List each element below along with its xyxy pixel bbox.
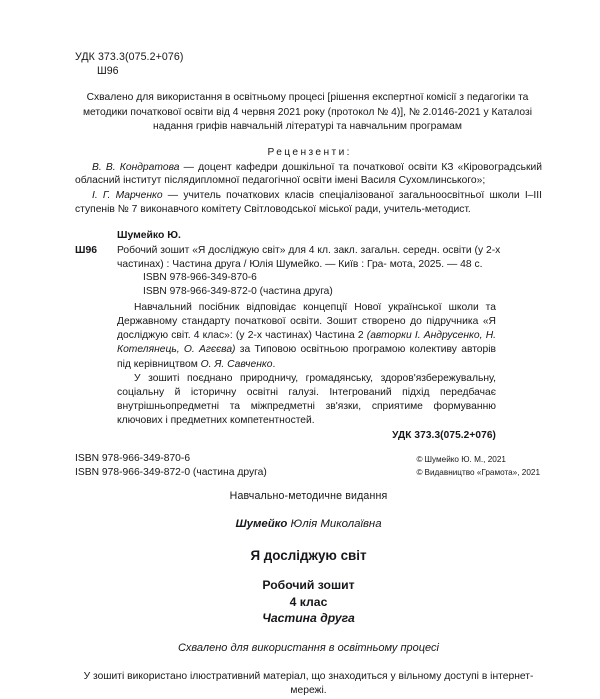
annotation-textbook-authors: (авторки І. Андрусенко, Н. Котелянець, О. Агєєва)	[117, 330, 496, 356]
udc-code: УДК 373.3(075.2+076)	[75, 51, 184, 63]
bibliographic-line-1: Робочий зошит «Я досліджую світ» для 4 кл. закл. загальн. середн.	[117, 245, 440, 257]
reviewer-dash: —	[162, 189, 184, 201]
book-grade: 4 клас	[289, 594, 328, 609]
bibliographic-line-2: освіти (у 2-х частинах) : Частина друга / Юлія Шумейко. — Київ : Гра-	[117, 245, 501, 270]
reviewer-dash: —	[179, 161, 199, 173]
imprint-isbn-1: ISBN 978-966-349-870-6	[75, 453, 191, 464]
reviewer-name: І. Г. Марченко	[92, 189, 163, 201]
edition-type: Навчально-методичне видання	[229, 490, 388, 503]
udc-footer: УДК 373.3(075.2+076)	[392, 430, 496, 441]
bibliographic-record	[75, 229, 542, 298]
annotation-text-b: за Типовою освітньою програмою колективу авторів під керівництвом	[117, 344, 497, 370]
bibliographic-line-3: мота, 2025. — 48 с.	[389, 258, 483, 270]
book-subtitle: Робочий зошит	[262, 578, 355, 593]
annotation-paragraph-1	[75, 301, 542, 371]
colophon-author-given-name: Юлія Миколаївна	[287, 518, 382, 531]
footnote-line-1: У зошиті використано ілюстративний матеріал, що знаходиться у вільному доступі	[83, 670, 479, 682]
approval-line-3: № 2.0146-2021 у Каталозі надання грифів навчальній літературі та навчальним	[153, 106, 533, 133]
copyright-line-2	[416, 466, 540, 479]
reviewer-description: учитель початкових класів спеціалізованої загальноосвітньої школи I–III ступенів № 7 виконавчого комітету Світловодської міської ради, учитель-методист.	[75, 189, 542, 215]
copyright-icon: ©	[416, 455, 423, 464]
illustration-footnote	[75, 670, 542, 699]
book-part: Частина друга	[262, 611, 355, 626]
reviewer-name: В. В. Кондратова	[92, 161, 180, 173]
imprint-isbn-2: ISBN 978-966-349-872-0 (частина друга)	[75, 466, 267, 478]
copyright-line-1	[416, 453, 540, 466]
bibliographic-isbn-1: ISBN 978-966-349-870-6	[143, 272, 257, 284]
approval-line-4: програмам	[409, 121, 462, 133]
bibliographic-description	[75, 244, 542, 271]
annotation-text-a: Навчальний посібник відповідає концепції Нової української школи та Державному стандарту початкової освіти. Зошит створено до підручника «Я досліджую світ. 4 клас»: (у 2-х частинах) Частина 2	[117, 302, 496, 342]
book-title: Я досліджую світ	[250, 548, 367, 564]
footnote-line-2: в інтернет-мережі.	[290, 670, 534, 697]
reviewer-description: доцент кафедри дошкільної та початкової освіти КЗ «Кіровоградський обласний інститут післядипломної педагогічної освіти імені Василя Сухомлинського»;	[75, 161, 542, 187]
reviewers-heading: Рецензенти:	[267, 146, 352, 158]
copyright-icon: ©	[416, 468, 423, 478]
bibliographic-author-heading: Шумейко Ю.	[117, 230, 181, 242]
reviewer-entry	[75, 189, 542, 216]
reviewer-entry	[75, 161, 542, 188]
annotation-text-c: .	[272, 358, 276, 370]
approval-line-1: Схвалено для використання в освітньому процесі [рішення експертної комісії	[86, 92, 457, 103]
udc-header-block	[75, 50, 542, 78]
imprint-row	[75, 452, 542, 479]
colophon-author-surname: Шумейко	[235, 518, 288, 531]
imprint-isbn-block	[75, 452, 267, 479]
copyright-holder-publisher: Видавництво «Грамота», 2021	[424, 468, 540, 478]
bibliographic-isbn-2: ISBN 978-966-349-872-0 (частина друга)	[143, 285, 333, 297]
bibliographic-author-mark: Ш96	[75, 245, 97, 257]
copyright-block	[416, 452, 540, 479]
author-mark: Ш96	[97, 65, 119, 77]
approval-note	[75, 91, 542, 135]
reviewers-section	[75, 146, 542, 216]
copyright-holder-author: Шумейко Ю. М., 2021	[424, 455, 506, 464]
approved-statement: Схвалено для використання в освітньому процесі	[177, 641, 439, 654]
colophon-author	[75, 517, 542, 532]
approval-line-2: з педагогіки та методики початкової освіти від 4 червня 2021 року (протокол № 4)],	[82, 92, 529, 118]
annotation-paragraph-2: У зошиті поєднано природничу, громадянську, здоров'язбережувальну, соціальну й історичну освітні галузі. Інтегрований підхід передбачає внутрішньопредметні та міжпредметні зв'язки, сприятиме формуванню ключових і предметних компетентностей.	[117, 372, 496, 426]
annotation-programme-editor: О. Я. Савченко	[200, 358, 273, 370]
